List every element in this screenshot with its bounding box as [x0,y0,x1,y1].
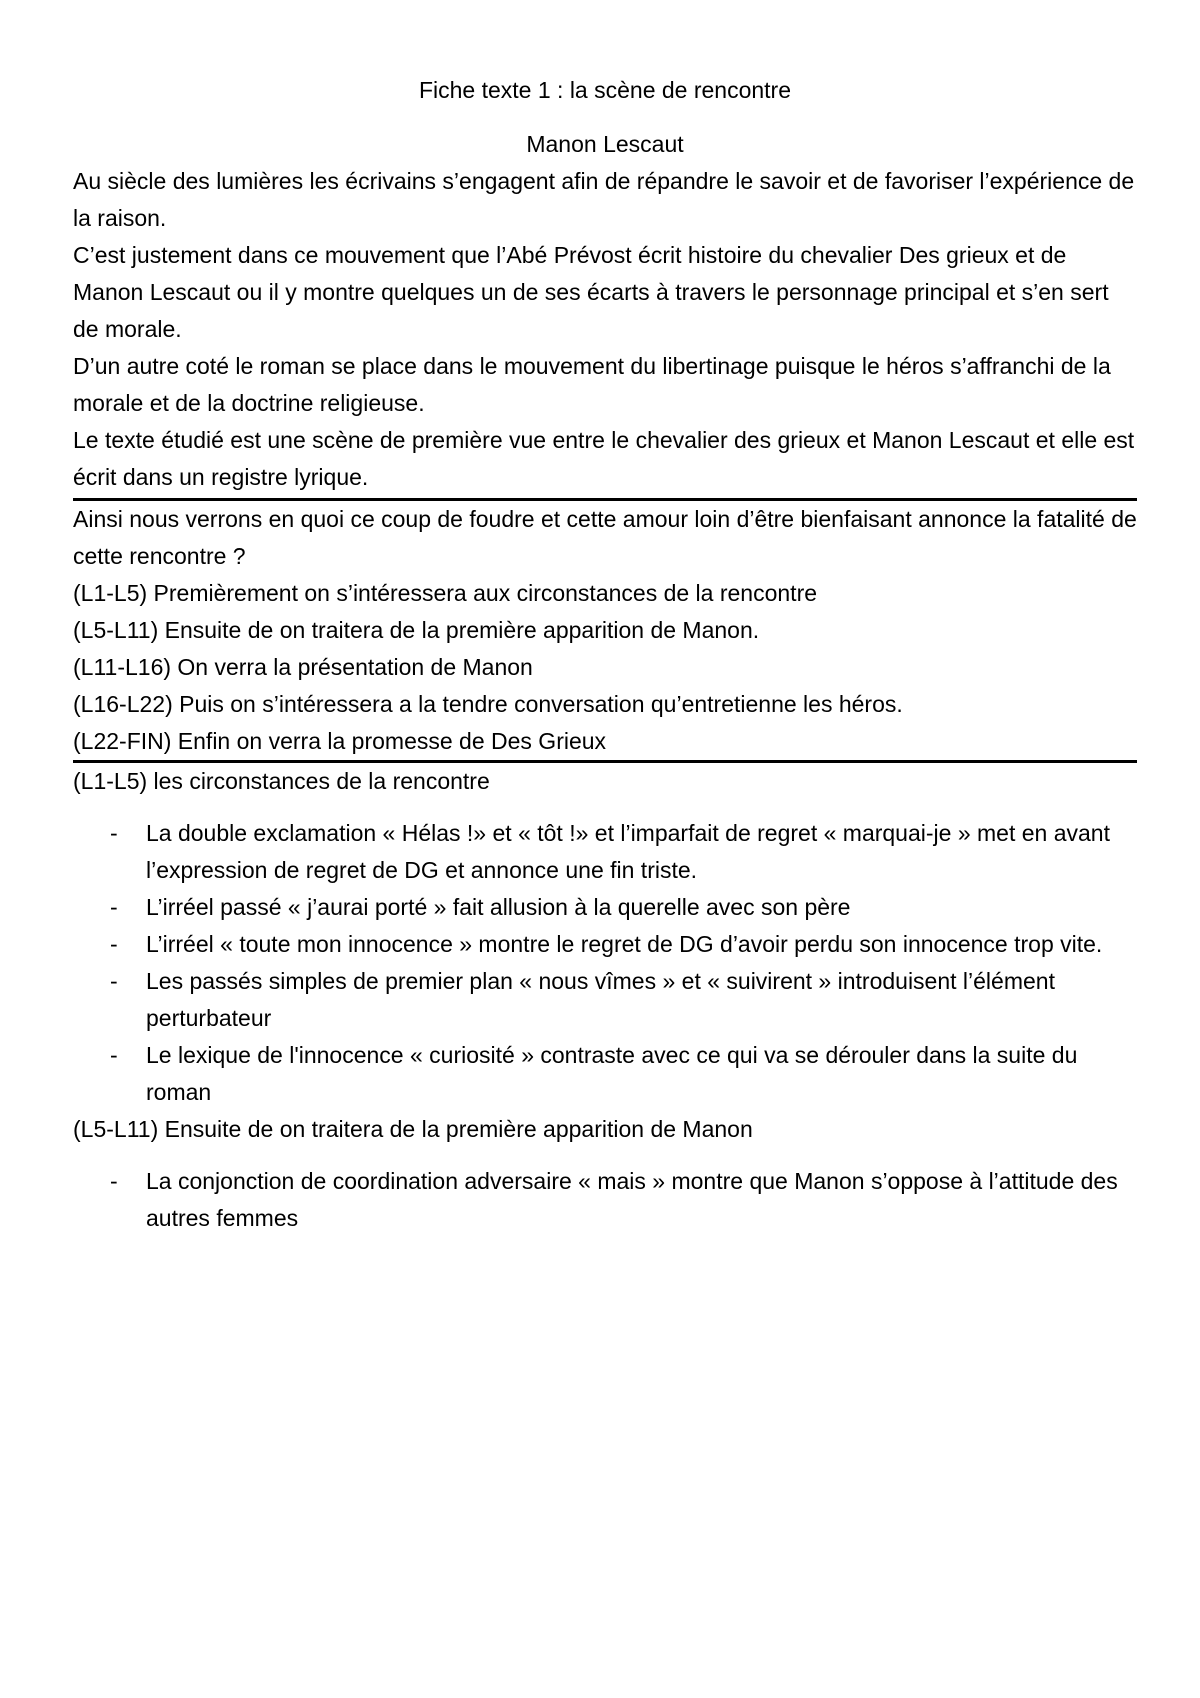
document-page [73,72,1137,1237]
intro-paragraph-1: Au siècle des lumières les écrivains s’engagent afin de répandre le savoir et de favoriser l’expérience de la raison. [73,168,1135,231]
intro-paragraph-4: Le texte étudié est une scène de première vue entre le chevalier des grieux et Manon Lescaut et elle est écrit dans un registre lyrique. [73,427,1135,490]
list-item-text: L’irréel « toute mon innocence » montre le regret de DG d’avoir perdu son innocence trop vite. [146,931,1103,957]
list-item [73,926,1137,963]
list-item [73,1037,1137,1111]
analysis-list-1 [73,815,1137,1111]
list-item-text: Les passés simples de premier plan « nous vîmes » et « suivirent » introduisent l’élément perturbateur [146,968,1055,1031]
dash-bullet: - [110,968,118,994]
document-title: Fiche texte 1 : la scène de rencontre [418,77,792,103]
section-heading-1: (L1-L5) les circonstances de la rencontre [73,768,490,794]
plan-item-1: (L1-L5) Premièrement on s’intéressera aux circonstances de la rencontre [73,580,818,606]
plan-item-4: (L16-L22) Puis on s’intéressera a la tendre conversation qu’entretienne les héros. [73,691,903,717]
plan-item-5: (L22-FIN) Enfin on verra la promesse de Des Grieux [73,728,607,754]
section-heading-2: (L5-L11) Ensuite de on traitera de la première apparition de Manon [73,1116,753,1142]
plan-item-2: (L5-L11) Ensuite de on traitera de la première apparition de Manon. [73,617,760,643]
list-item [73,1163,1137,1237]
dash-bullet: - [110,1168,118,1194]
list-item [73,815,1137,889]
list-item-text: L’irréel passé « j’aurai porté » fait allusion à la querelle avec son père [146,894,851,920]
dash-bullet: - [110,1042,118,1068]
list-item-text: Le lexique de l'innocence « curiosité » contraste avec ce qui va se dérouler dans la suite du roman [146,1042,1078,1105]
analysis-list-2 [73,1163,1137,1237]
dash-bullet: - [110,931,118,957]
problematique: Ainsi nous verrons en quoi ce coup de foudre et cette amour loin d’être bienfaisant annonce la fatalité de cette rencontre ? [73,506,1137,569]
dash-bullet: - [110,820,118,846]
intro-paragraph-3: D’un autre coté le roman se place dans le mouvement du libertinage puisque le héros s’affranchi de la morale et de la doctrine religieuse. [73,353,1111,416]
list-item-text: La conjonction de coordination adversaire « mais » montre que Manon s’oppose à l’attitude des autres femmes [146,1168,1118,1231]
dash-bullet: - [110,894,118,920]
list-item [73,889,1137,926]
list-item-text: La double exclamation « Hélas !» et « tôt !» et l’imparfait de regret « marquai-je » met en avant l’expression de regret de DG et annonce une fin triste. [146,820,1110,883]
plan-item-3: (L11-L16) On verra la présentation de Manon [73,654,533,680]
document-subtitle: Manon Lescaut [526,131,684,157]
intro-paragraph-2: C’est justement dans ce mouvement que l’Abé Prévost écrit histoire du chevalier Des grieux et de Manon Lescaut ou il y montre quelques un de ses écarts à travers le personnage principal et s’en sert de morale. [73,242,1109,342]
list-item [73,963,1137,1037]
